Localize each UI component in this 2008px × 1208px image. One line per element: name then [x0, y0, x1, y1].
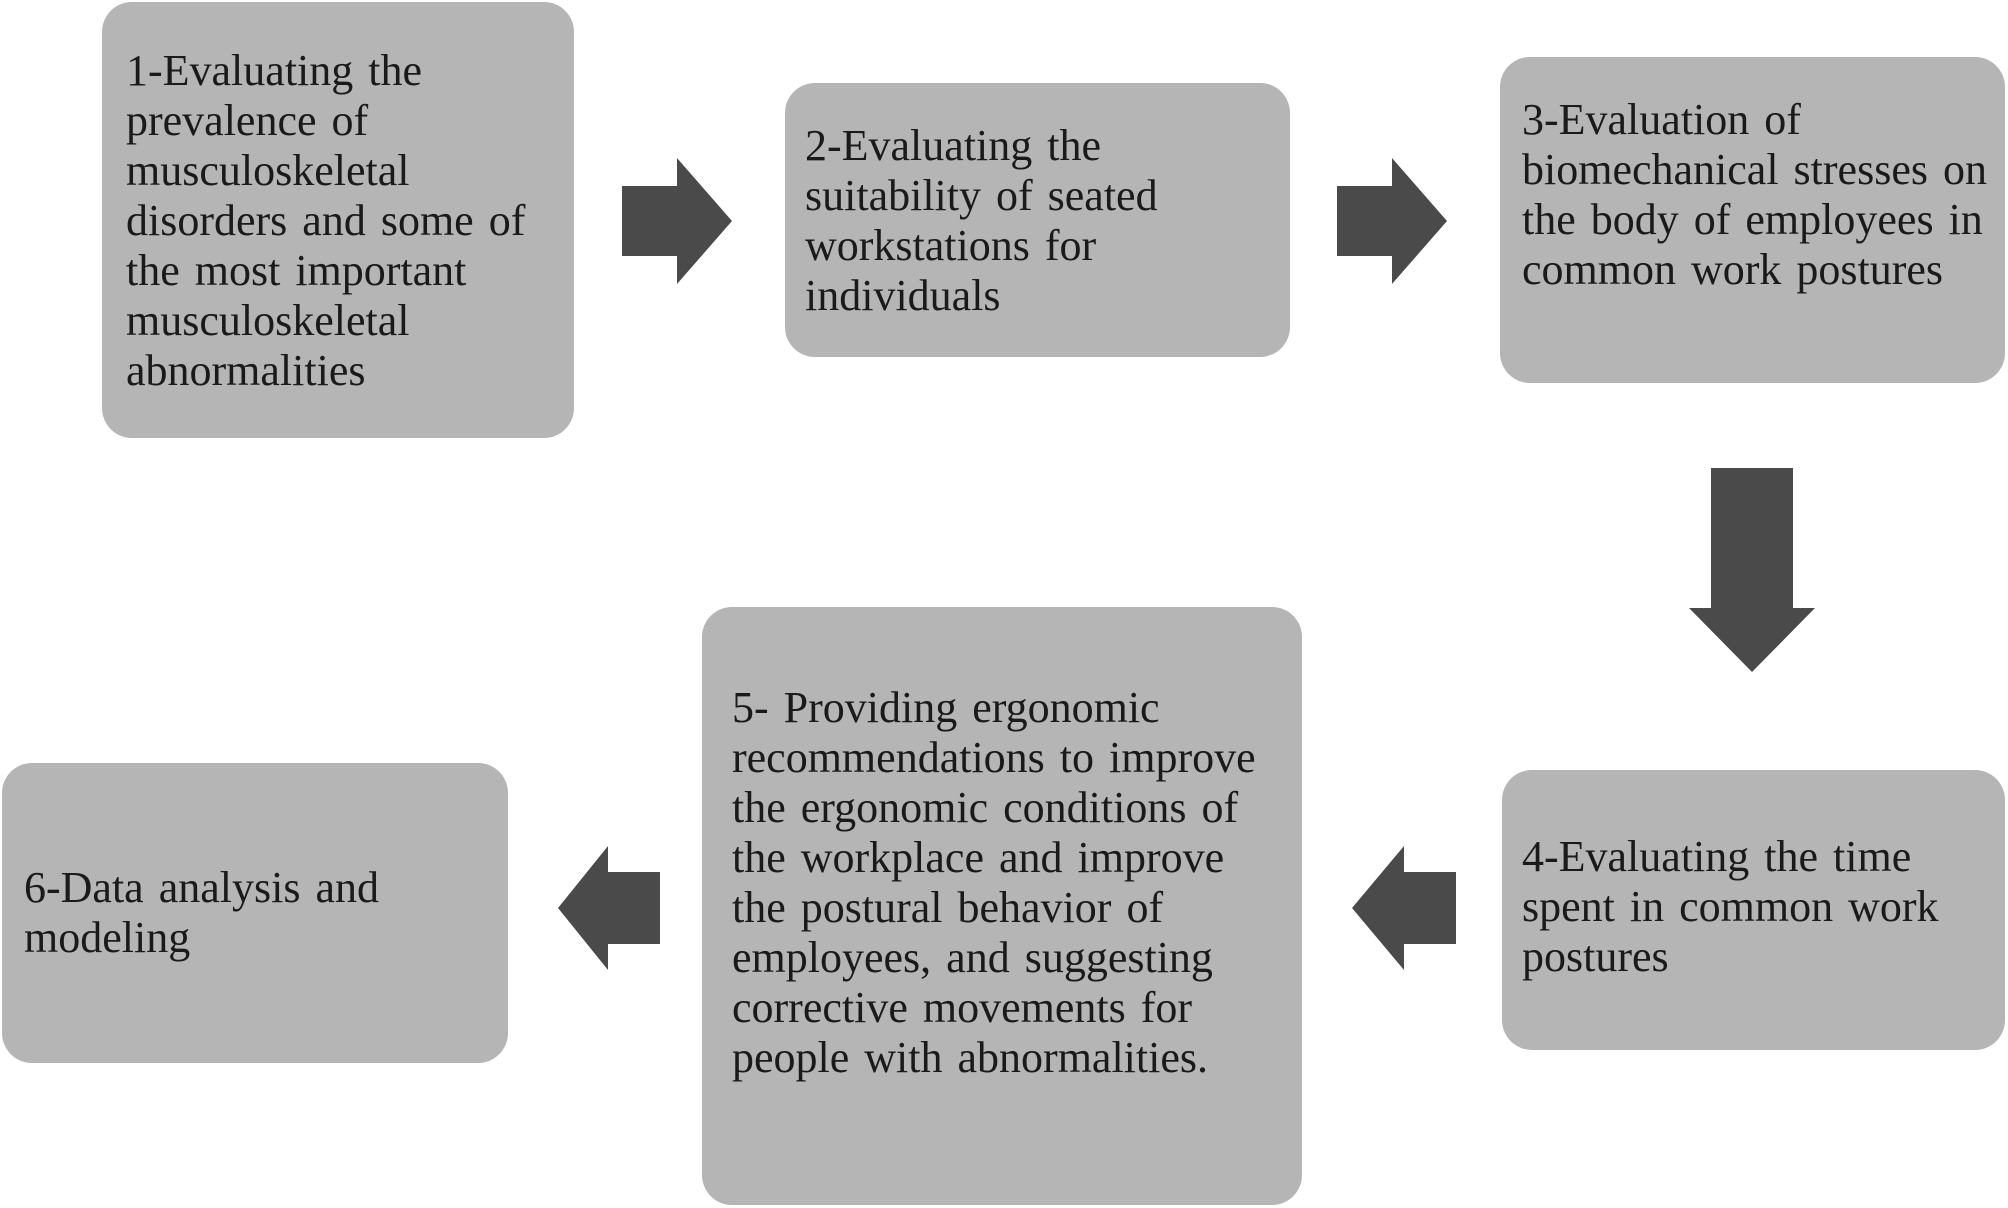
step-4-text: 4-Evaluating the time spent in common work postures [1522, 832, 1954, 981]
step-3-box [1500, 57, 2005, 383]
step-4-box [1502, 770, 2005, 1050]
step-3-text: 3-Evaluation of biomechanical stresses on the body of employees in common work postures [1522, 95, 2002, 294]
arrow-right-icon [622, 158, 732, 284]
arrow-right-icon [1337, 158, 1447, 284]
step-1-text: 1-Evaluating the prevalence of musculoskeletal disorders and some of the most important musculoskeletal abnormalities [126, 46, 541, 395]
step-6-box [2, 763, 508, 1063]
step-6-text: 6-Data analysis and modeling [24, 863, 394, 962]
step-5-text: 5- Providing ergonomic recommendations to improve the ergonomic conditions of the workplace and improve the postural behavior of employees, and suggesting corrective movements for people with abnormalities. [732, 683, 1271, 1082]
arrow-left-icon [558, 846, 660, 970]
step-5-box [702, 607, 1302, 1205]
step-2-box [785, 83, 1290, 357]
step-1-box [102, 2, 574, 438]
step-2-text: 2-Evaluating the suitability of seated workstations for individuals [805, 121, 1173, 320]
arrow-down-icon [1689, 468, 1815, 672]
arrow-left-icon [1352, 846, 1456, 970]
